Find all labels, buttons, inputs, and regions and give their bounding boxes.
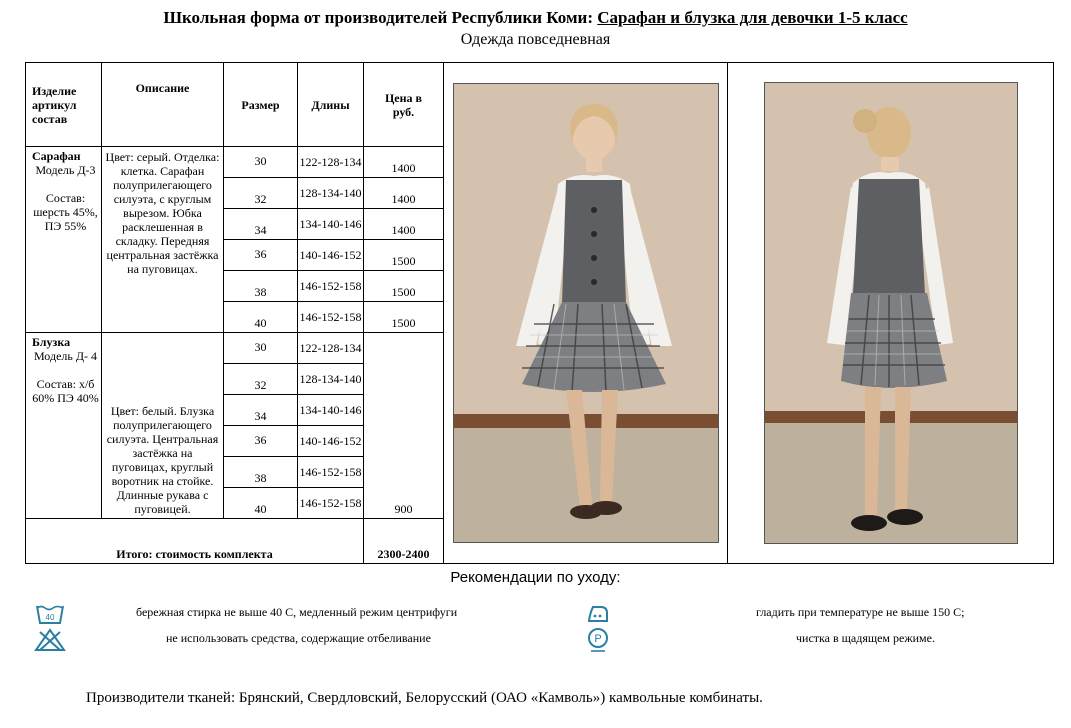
dress-size-cell: 38 bbox=[224, 271, 298, 302]
dress-length-cell: 128-134-140 bbox=[298, 178, 364, 209]
blouse-length-cell: 146-152-158 bbox=[298, 457, 364, 488]
product-blouse-model: Модель Д- 4 bbox=[33, 349, 98, 363]
dress-length-cell: 140-146-152 bbox=[298, 240, 364, 271]
price-table bbox=[25, 62, 1054, 564]
blouse-size-cell: 34 bbox=[224, 395, 298, 426]
dry-clean-p-icon bbox=[586, 627, 610, 658]
header-size: Размер bbox=[224, 63, 298, 147]
title-plain: Школьная форма от производителей Республики Коми: bbox=[163, 8, 598, 27]
dress-length-cell: 134-140-146 bbox=[298, 209, 364, 240]
photo-front-cell bbox=[444, 63, 728, 564]
dress-length-cell: 146-152-158 bbox=[298, 302, 364, 333]
iron-150-icon bbox=[585, 603, 609, 628]
care-text-iron: гладить при температуре не выше 150 С; bbox=[756, 605, 965, 619]
product-dress-name: Сарафан bbox=[32, 149, 81, 163]
header-price: Цена в руб. bbox=[364, 63, 444, 147]
dress-price-cell: 1500 bbox=[364, 302, 444, 333]
photo-back-cell bbox=[728, 63, 1054, 564]
total-label: Итого: стоимость комплекта bbox=[26, 519, 364, 564]
header-item: Изделие артикул состав bbox=[26, 63, 102, 147]
blouse-size-cell: 40 bbox=[224, 488, 298, 519]
product-dress-description: Цвет: серый. Отделка: клетка. Сарафан полуприлегающего силуэта, с круглым вырезом. Юбка расклешенная в складку. Передняя центральная застёжка на пуговицах. bbox=[102, 147, 224, 333]
header-length: Длины bbox=[298, 63, 364, 147]
product-blouse-name: Блузка bbox=[32, 335, 71, 349]
blouse-size-cell: 32 bbox=[224, 364, 298, 395]
photo-front bbox=[453, 83, 719, 543]
dress-price-cell: 1400 bbox=[364, 209, 444, 240]
care-text-bleach: не использовать средства, содержащие отбеливание bbox=[166, 631, 431, 645]
dress-price-cell: 1500 bbox=[364, 271, 444, 302]
blouse-length-cell: 122-128-134 bbox=[298, 333, 364, 364]
dress-price-cell: 1400 bbox=[364, 178, 444, 209]
product-dress-composition: Состав: шерсть 45%, ПЭ 55% bbox=[33, 191, 98, 233]
dress-size-cell: 34 bbox=[224, 209, 298, 240]
svg-text:40: 40 bbox=[45, 613, 55, 622]
blouse-length-cell: 134-140-146 bbox=[298, 395, 364, 426]
fabric-producers: Производители тканей: Брянский, Свердловский, Белорусский (ОАО «Камволь») камвольные комбинаты. bbox=[86, 690, 763, 706]
wash-40-icon bbox=[35, 602, 65, 631]
blouse-size-cell: 38 bbox=[224, 457, 298, 488]
dress-size-cell: 36 bbox=[224, 240, 298, 271]
dress-price-cell: 1500 bbox=[364, 240, 444, 271]
product-dress-model: Модель Д-3 bbox=[35, 163, 96, 177]
product-blouse-info bbox=[26, 333, 102, 519]
page-title bbox=[0, 8, 1071, 28]
product-blouse-composition: Состав: х/б 60% ПЭ 40% bbox=[32, 377, 99, 405]
care-text-wash: бережная стирка не выше 40 С, медленный режим центрифуги bbox=[136, 605, 458, 619]
blouse-size-cell: 36 bbox=[224, 426, 298, 457]
svg-text:P: P bbox=[594, 633, 602, 645]
dress-length-cell: 146-152-158 bbox=[298, 271, 364, 302]
product-blouse-description: Цвет: белый. Блузка полуприлегающего силуэта. Центральная застёжка на пуговицах, круглый воротник на стойке. Длинные рукава с пуговицей. bbox=[102, 333, 224, 519]
blouse-price-cell: 900 bbox=[364, 333, 444, 519]
blouse-size-cell: 30 bbox=[224, 333, 298, 364]
title-underlined: Сарафан и блузка для девочки 1-5 класс bbox=[597, 8, 908, 27]
girl-front-photo bbox=[454, 84, 718, 542]
blouse-length-cell: 146-152-158 bbox=[298, 488, 364, 519]
photo-back bbox=[764, 82, 1018, 544]
blouse-length-cell: 140-146-152 bbox=[298, 426, 364, 457]
care-heading: Рекомендации по уходу: bbox=[450, 569, 621, 586]
blouse-length-cell: 128-134-140 bbox=[298, 364, 364, 395]
dress-price-cell: 1400 bbox=[364, 147, 444, 178]
header-description: Описание bbox=[102, 63, 224, 147]
dress-size-cell: 40 bbox=[224, 302, 298, 333]
dress-length-cell: 122-128-134 bbox=[298, 147, 364, 178]
dress-size-cell: 32 bbox=[224, 178, 298, 209]
product-dress-info bbox=[26, 147, 102, 333]
dress-size-cell: 30 bbox=[224, 147, 298, 178]
total-value: 2300-2400 bbox=[364, 519, 444, 564]
page-subtitle: Одежда повседневная bbox=[460, 31, 611, 48]
no-bleach-icon bbox=[34, 628, 66, 657]
girl-back-photo bbox=[765, 83, 1017, 543]
care-text-dryclean: чистка в щадящем режиме. bbox=[796, 631, 935, 645]
